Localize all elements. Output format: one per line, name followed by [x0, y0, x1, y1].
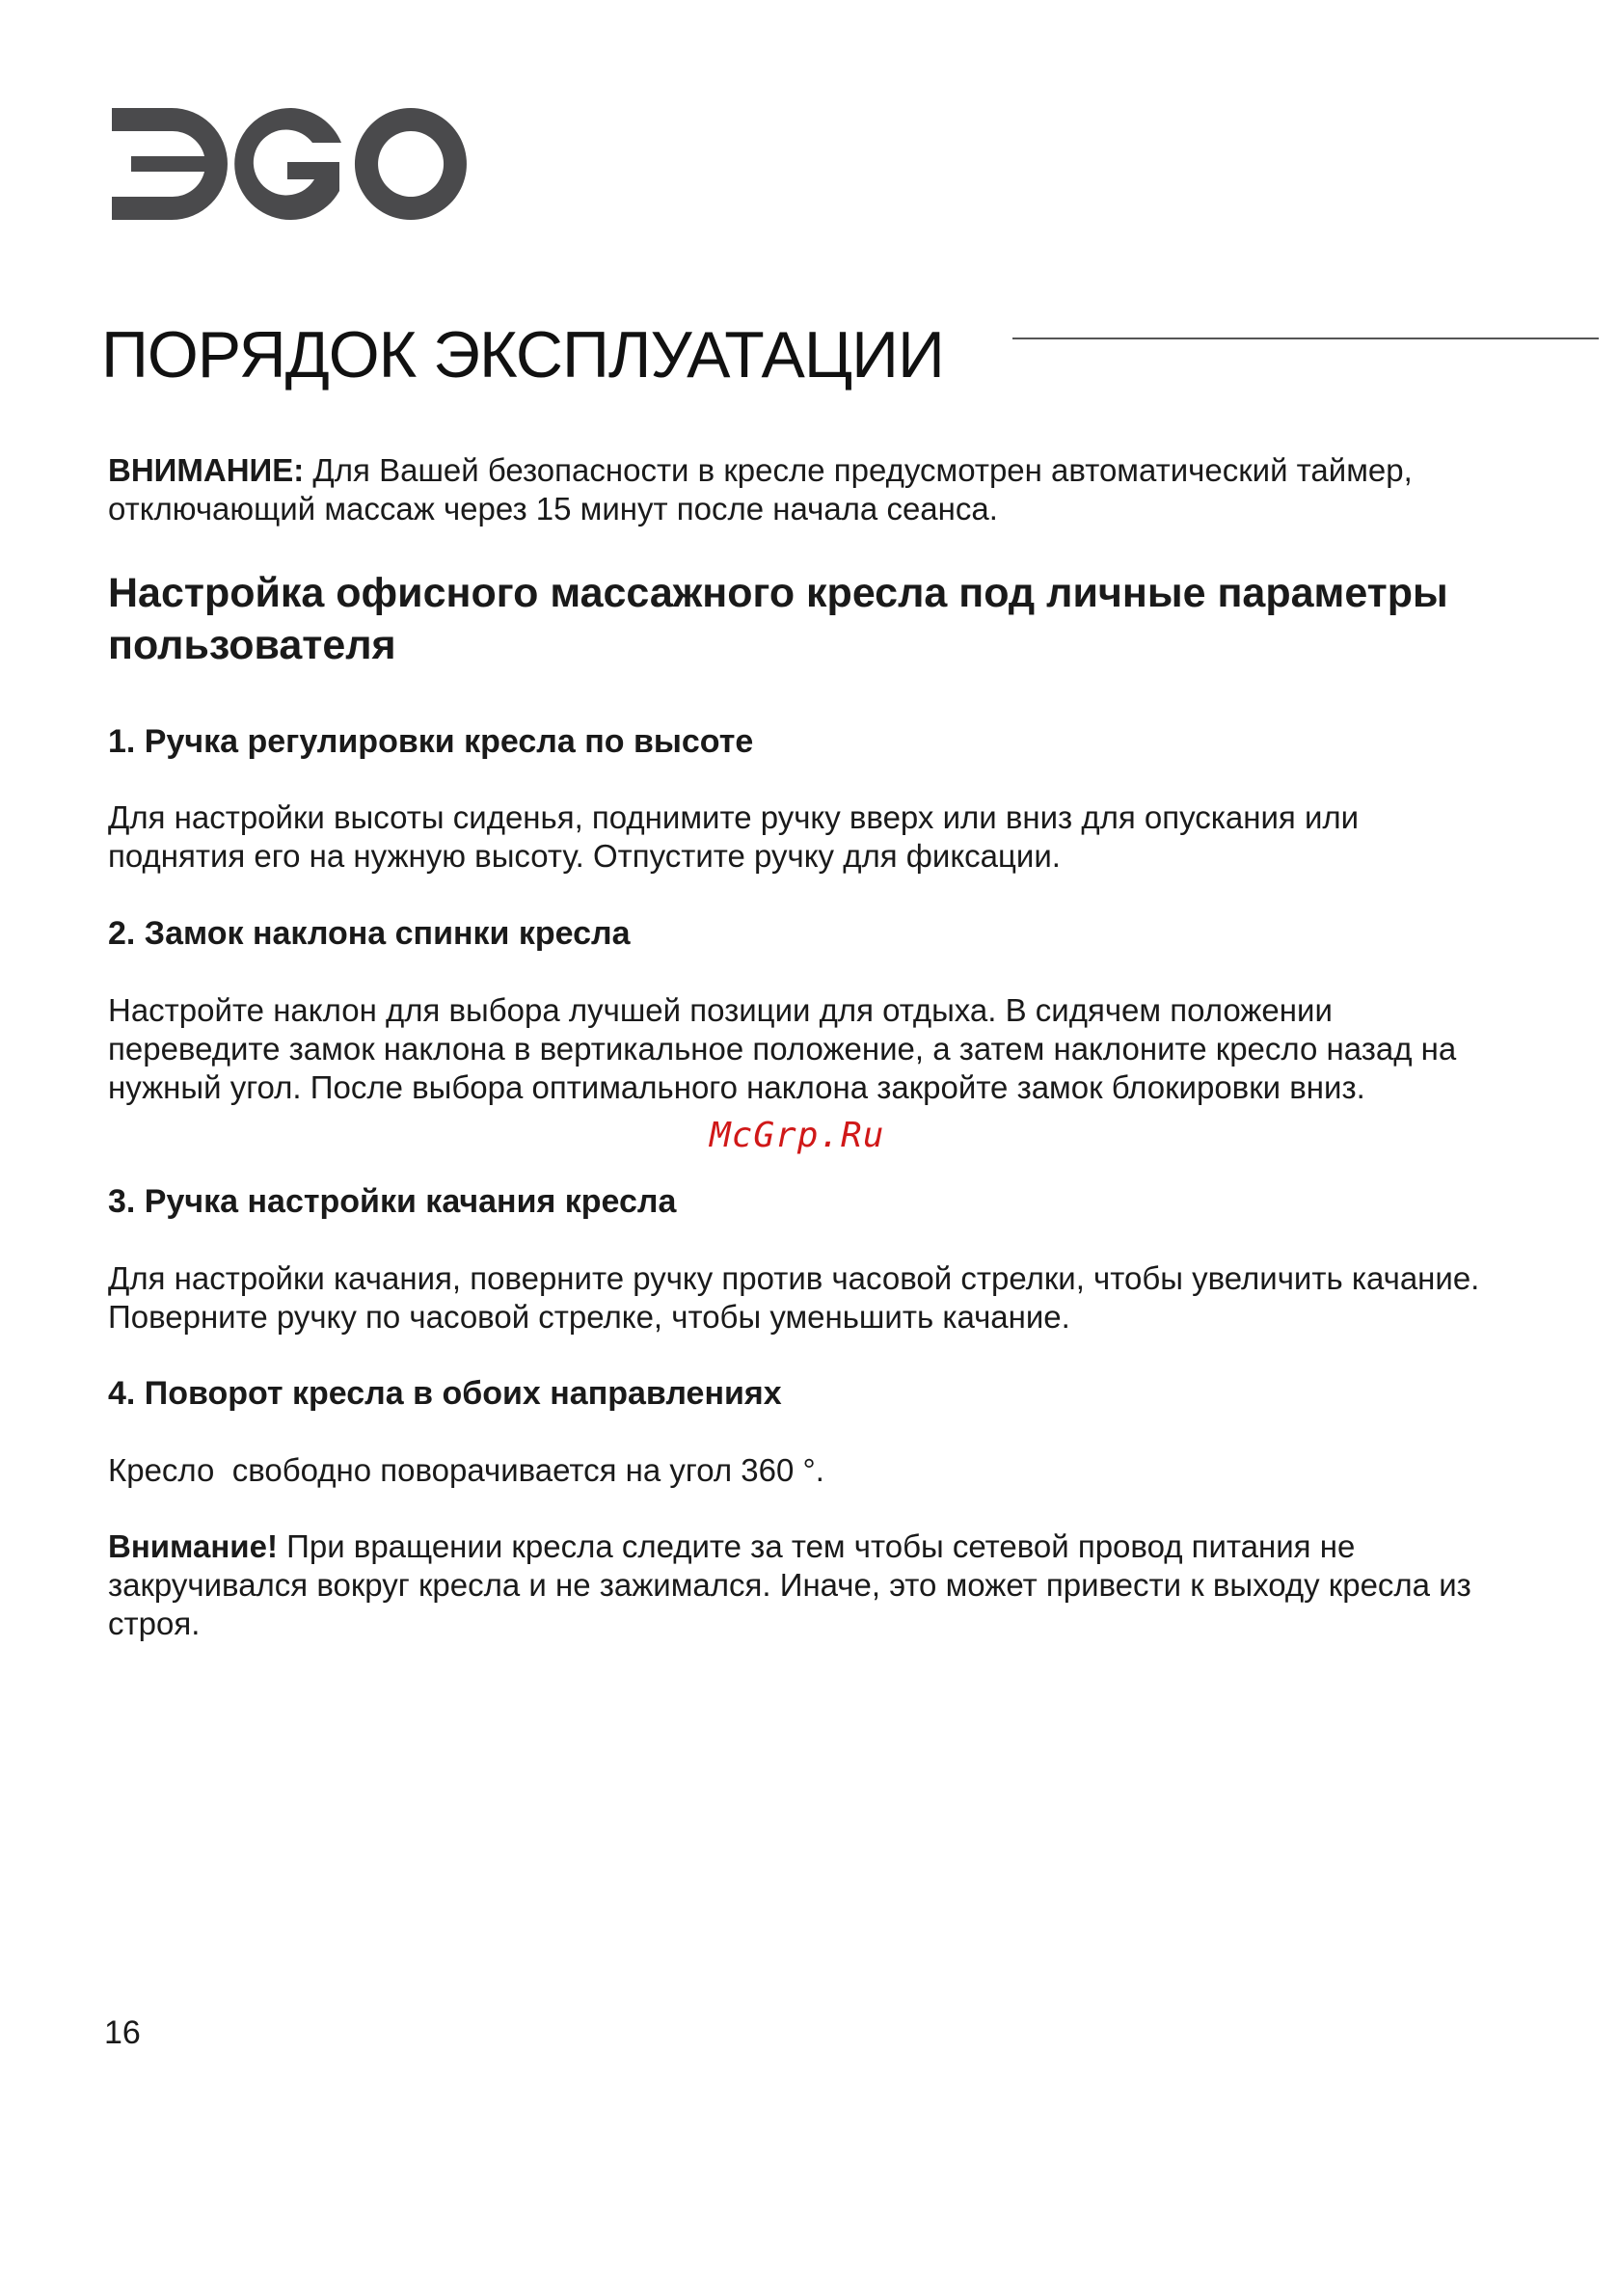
item-heading-tilt-lock: 2. Замок наклона спинки кресла: [108, 915, 631, 952]
item-heading-height-handle: 1. Ручка регулировки кресла по высоте: [108, 723, 754, 760]
watermark: McGrp.Ru: [710, 1116, 885, 1155]
item-text-swivel: Кресло свободно поворачивается на угол 360 °.: [108, 1452, 824, 1488]
item-text-rocking-knob: Для настройки качания, поверните ручку против часовой стрелки, чтобы увеличить качание. Поверните ручку по часовой стрелке, чтобы уменьшить качание.: [108, 1260, 1480, 1335]
brand-logo: [108, 104, 471, 224]
item-heading-swivel: 4. Поворот кресла в обоих направлениях: [108, 1375, 782, 1412]
section-heading: Настройка офисного массажного кресла под личные параметры пользователя: [108, 570, 1448, 668]
item-text-tilt-lock: Настройте наклон для выбора лучшей позиции для отдыха. В сидячем положении переведите замок наклона в вертикальное положение, а затем наклоните кресло назад на нужный угол. После выбора оптимального наклона закройте замок блокировки вниз.: [108, 992, 1457, 1105]
title-divider: [1012, 338, 1599, 339]
page-number: 16: [104, 2014, 141, 2051]
ego-logo-icon: [108, 104, 471, 224]
item-heading-rocking-knob: 3. Ручка настройки качания кресла: [108, 1183, 677, 1220]
page-title: ПОРЯДОК ЭКСПЛУАТАЦИИ: [101, 317, 944, 392]
safety-warning-label: ВНИМАНИЕ:: [108, 452, 305, 488]
swivel-caution-note: [108, 1527, 1497, 1643]
safety-warning: [108, 451, 1497, 528]
caution-text: При вращении кресла следите за тем чтобы сетевой провод питания не закручивался вокруг кресла и не зажимался. Иначе, это может привести к выходу кресла из строя.: [108, 1528, 1471, 1641]
caution-label: Внимание!: [108, 1528, 278, 1564]
safety-warning-text: Для Вашей безопасности в кресле предусмотрен автоматический таймер, отключающий массаж через 15 минут после начала сеанса.: [108, 452, 1413, 527]
page-title-row: [101, 272, 1599, 392]
item-text-height-handle: Для настройки высоты сиденья, поднимите ручку вверх или вниз для опускания или поднятия его на нужную высоту. Отпустите ручку для фиксации.: [108, 799, 1360, 874]
